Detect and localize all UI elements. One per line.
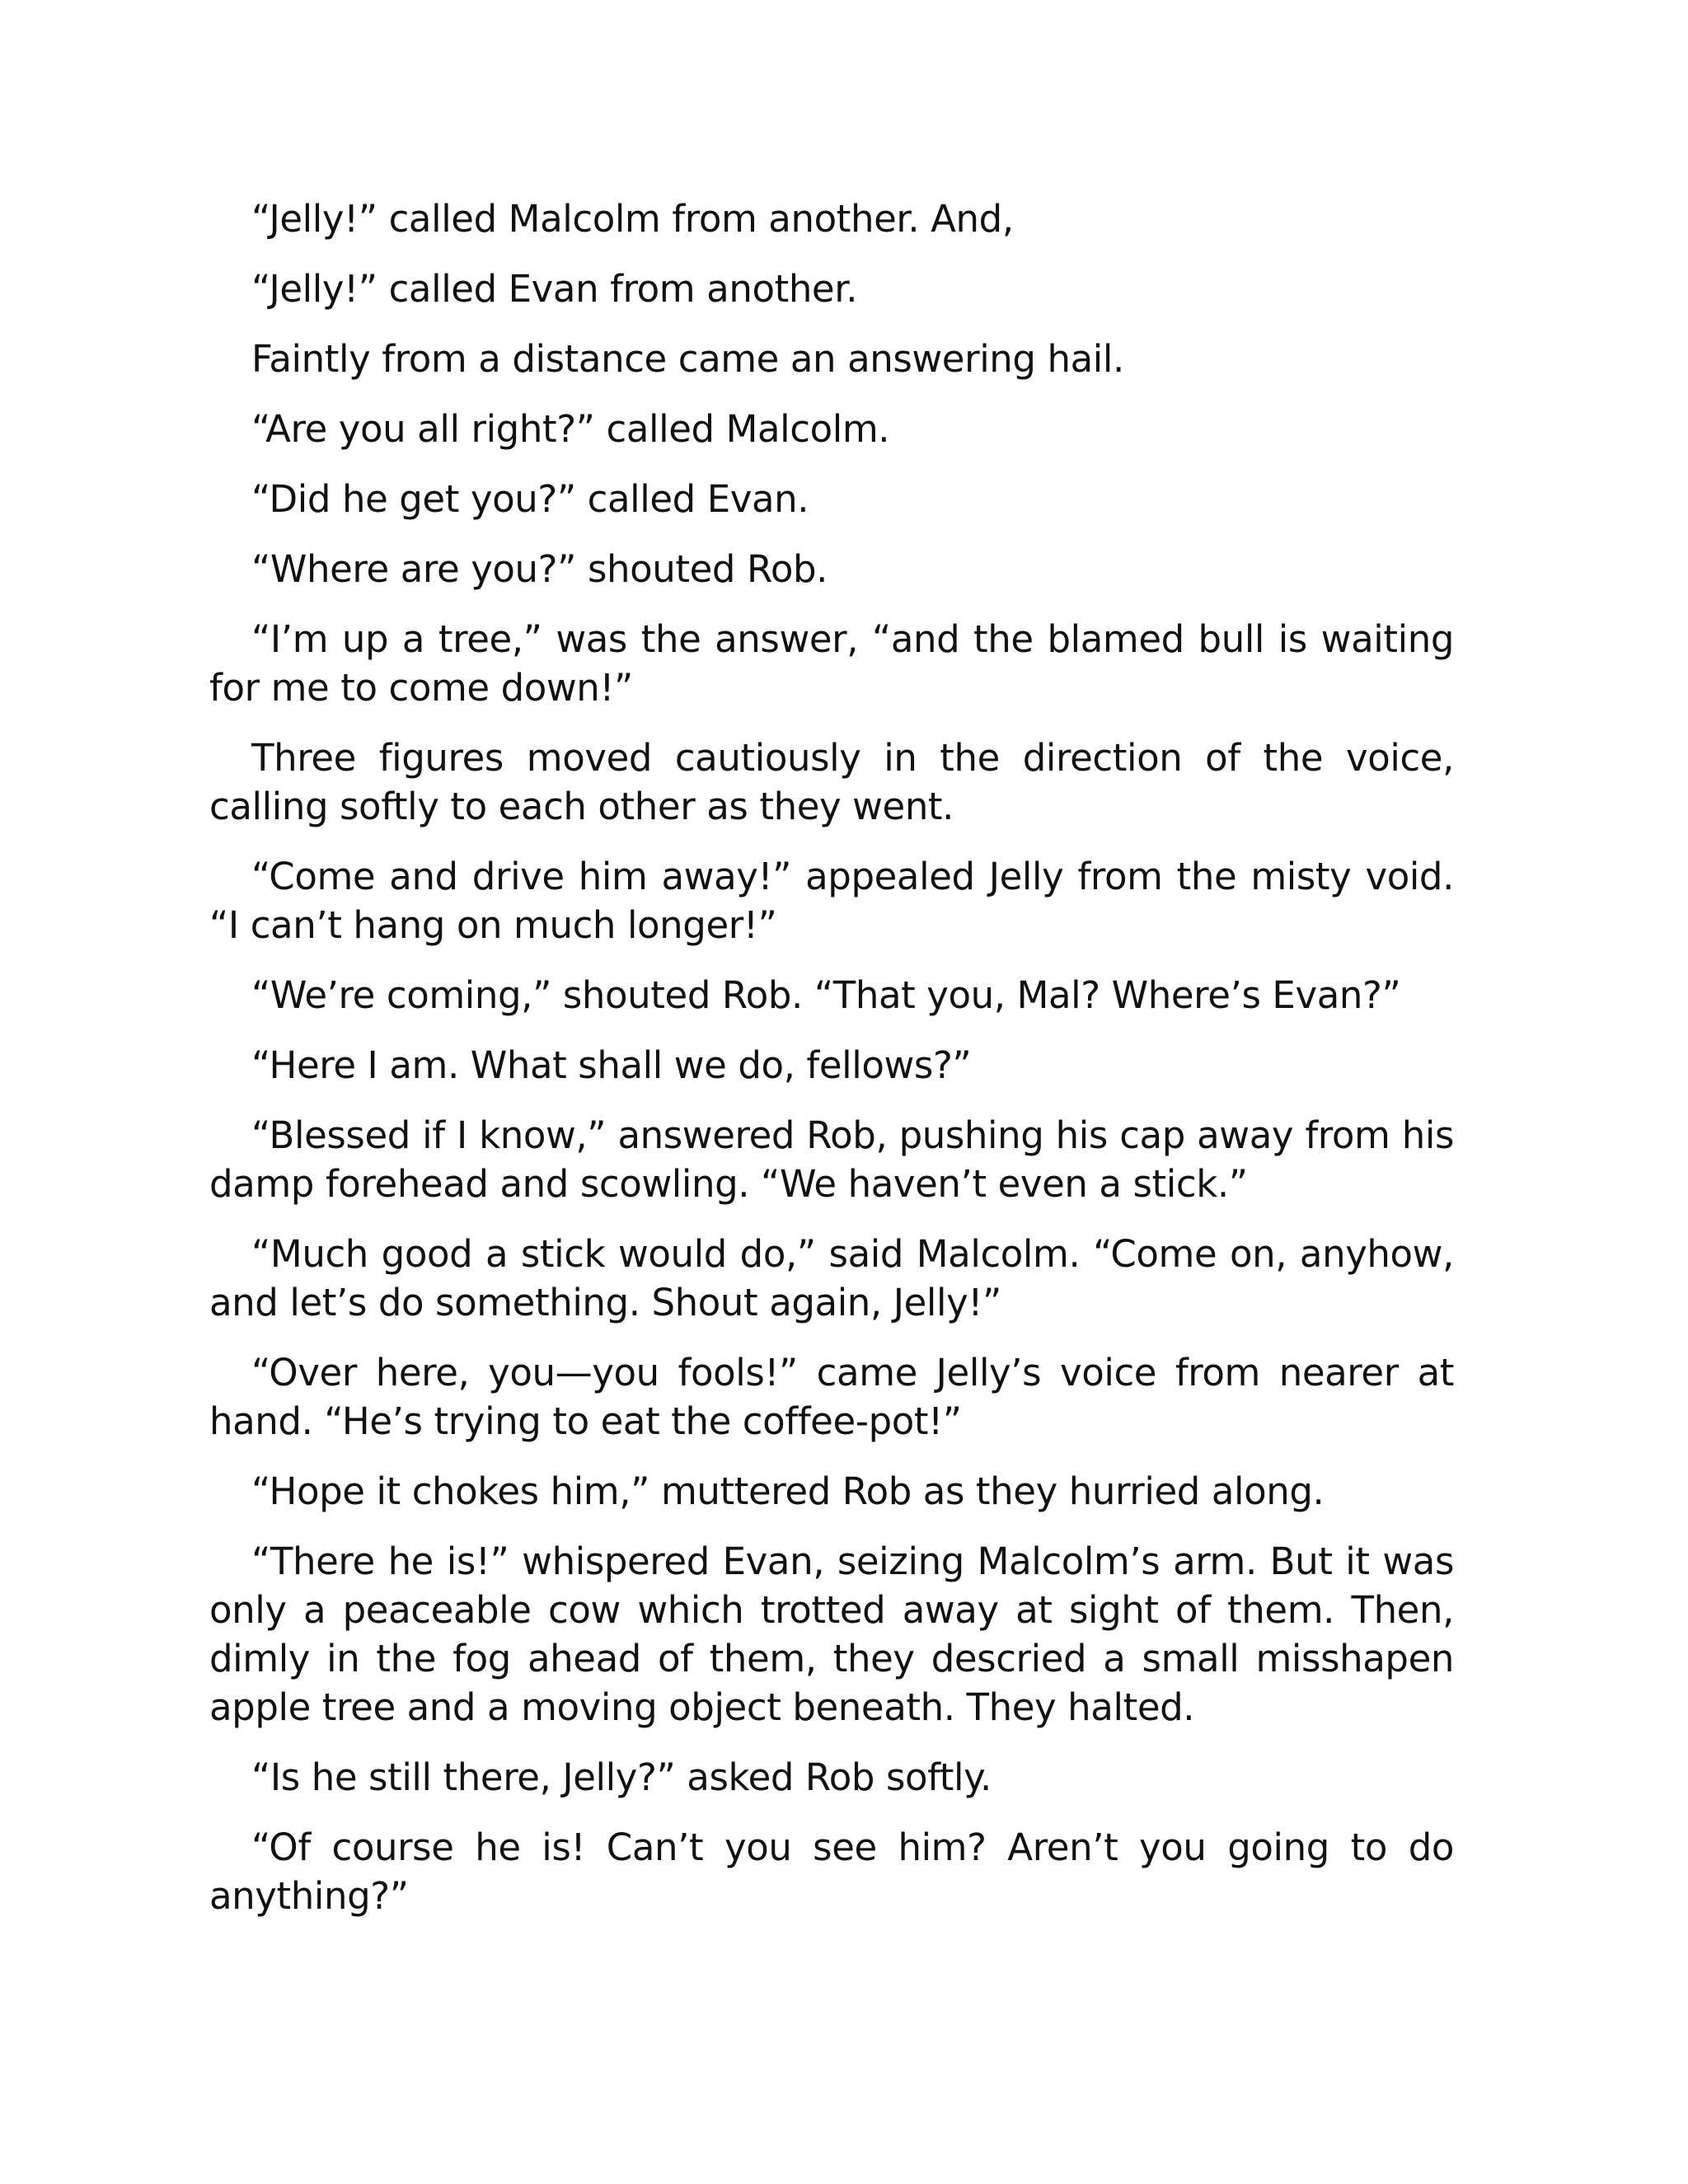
paragraph-9: “Come and drive him away!” appealed Jelly from the misty void. “I can’t hang on much longer!”	[209, 855, 1454, 947]
paragraph-18: “Of course he is! Can’t you see him? Aren’t you going to do anything?”	[209, 1825, 1454, 1918]
book-page-text	[209, 194, 1454, 1942]
paragraph-5: “Did he get you?” called Evan.	[251, 477, 809, 521]
paragraph-10: “We’re coming,” shouted Rob. “That you, Mal? Where’s Evan?”	[251, 973, 1401, 1017]
paragraph-2: “Jelly!” called Evan from another.	[251, 267, 858, 311]
paragraph-13: “Much good a stick would do,” said Malcolm. “Come on, anyhow, and let’s do something. Shout again, Jelly!”	[209, 1232, 1454, 1324]
paragraph-7: “I’m up a tree,” was the answer, “and the blamed bull is waiting for me to come down!”	[209, 617, 1454, 710]
paragraph-11: “Here I am. What shall we do, fellows?”	[251, 1043, 972, 1087]
paragraph-12: “Blessed if I know,” answered Rob, pushing his cap away from his damp forehead and scowling. “We haven’t even a stick.”	[209, 1113, 1454, 1206]
paragraph-14: “Over here, you—you fools!” came Jelly’s voice from nearer at hand. “He’s trying to eat the coffee-pot!”	[209, 1351, 1454, 1443]
paragraph-17: “Is he still there, Jelly?” asked Rob softly.	[251, 1755, 992, 1799]
paragraph-16: “There he is!” whispered Evan, seizing Malcolm’s arm. But it was only a peaceable cow which trotted away at sight of them. Then, dimly in the fog ahead of them, they descried a small misshapen apple tree and a moving object beneath. They halted.	[209, 1540, 1454, 1729]
paragraph-15: “Hope it chokes him,” muttered Rob as they hurried along.	[251, 1469, 1325, 1513]
paragraph-4: “Are you all right?” called Malcolm.	[251, 407, 890, 451]
paragraph-8: Three figures moved cautiously in the direction of the voice, calling softly to each other as they went.	[209, 736, 1454, 828]
paragraph-6: “Where are you?” shouted Rob.	[251, 547, 828, 591]
paragraph-3: Faintly from a distance came an answering hail.	[251, 337, 1124, 381]
paragraph-1: “Jelly!” called Malcolm from another. And,	[251, 197, 1014, 241]
